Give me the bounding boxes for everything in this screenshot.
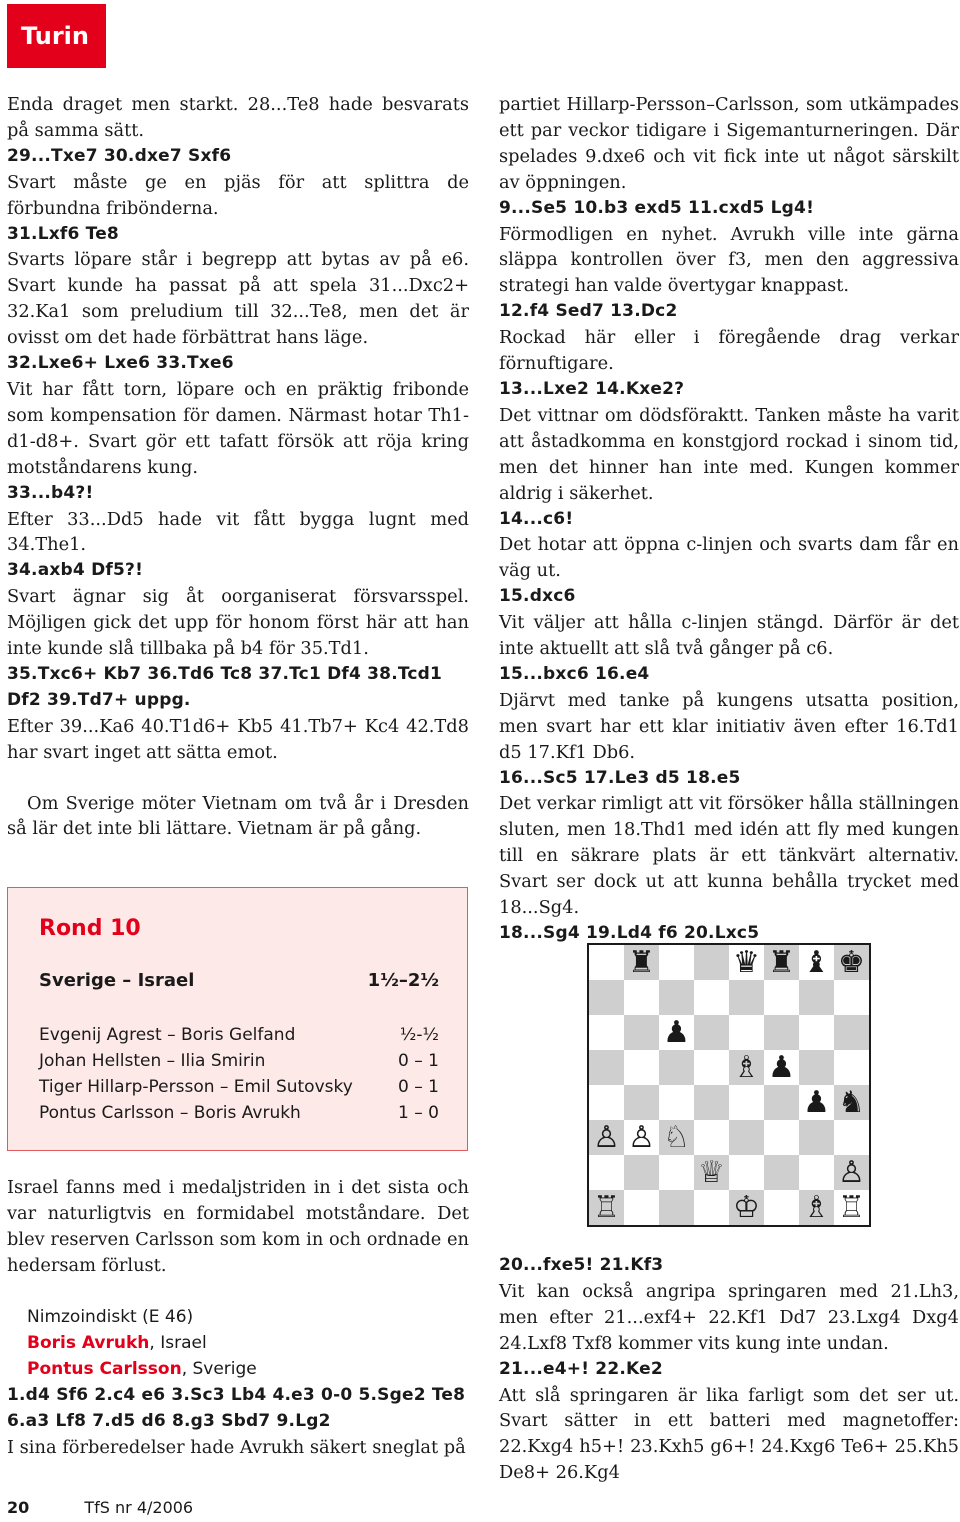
paragraph: Efter 33...Dd5 hade vit fått bygga lugnt med 34.The1. [7,508,469,556]
chess-piece-icon: ♖ [838,1189,865,1225]
chess-piece-icon: ♖ [593,1189,620,1225]
chess-piece-icon: ♜ [628,944,655,980]
board-square [799,1085,834,1120]
page-footer [7,1498,193,1517]
board-square [589,1015,624,1050]
board-square [659,980,694,1015]
board-square [624,1190,659,1225]
board-square [799,1155,834,1190]
chess-piece-icon: ♟ [803,1084,830,1120]
move-line: 16...Sc5 17.Le3 d5 18.e5 [499,767,741,788]
board-square [589,980,624,1015]
board-square [694,1050,729,1085]
section-title: Turin [21,22,89,50]
board-square [624,1085,659,1120]
game-result: ½-½ [399,1025,439,1045]
below-box-paragraph: Israel fanns med i medaljstriden in i det sista och var naturligtvis en formidabel motståndare. Det blev reserven Carlsson som kom in och ordnade en hedersam förlust. [7,1177,469,1276]
board-square [764,945,799,980]
board-square [764,1050,799,1085]
opening-moves-block [7,1383,469,1461]
board-square [799,1050,834,1085]
board-square [624,980,659,1015]
white-player-name: Boris Avrukh [27,1333,150,1353]
board-square [729,945,764,980]
board-square [589,945,624,980]
paragraph: Förmodligen en nyhet. Avrukh ville inte gärna släppa kontrollen över f3, men den aggressiva strategi han valde övertygar knappast. [499,223,959,297]
white-player-country: , Israel [149,1333,207,1353]
board-square [764,1155,799,1190]
game-row [39,1074,439,1100]
board-square [624,1015,659,1050]
page-number: 20 [7,1498,30,1517]
paragraph: Svart måste ge en pjäs för att splittra de förbundna fribönderna. [7,171,469,219]
board-square [764,1120,799,1155]
game-players: Johan Hellsten – Ilia Smirin [39,1051,266,1071]
board-square [659,1120,694,1155]
board-square [799,1190,834,1225]
board-square [834,1190,869,1225]
board-square [799,1015,834,1050]
chess-board [587,943,871,1227]
board-square [729,1050,764,1085]
board-square [834,1120,869,1155]
move-line: 15.dxc6 [499,586,576,607]
chess-piece-icon: ♝ [803,944,830,980]
paragraph: Efter 39...Ka6 40.T1d6+ Kb5 41.Tb7+ Kc4 42.Td8 har svart inget att sätta emot. [7,715,469,763]
match-row [39,970,439,991]
black-player-name: Pontus Carlsson [27,1359,182,1379]
opening-name: Nimzoindiskt (E 46) [27,1307,194,1327]
chess-piece-icon: ♙ [593,1119,620,1155]
paragraph: Vit kan också angripa springaren med 21.Lh3, men efter 21...exf4+ 22.Kf1 Dd7 23.Lxg4 Dxg4 24.Lxf8 Txf8 kommer vits kung inte undan. [499,1280,959,1354]
paragraph: Om Sverige möter Vietnam om två år i Dresden så lär det inte bli lättare. Vietnam är på gång. [7,792,469,840]
board-square [659,945,694,980]
paragraph: Vit väljer att hålla c-linjen stängd. Därför är det inte aktuellt att slå två gånger på c6. [499,612,959,660]
board-square [624,1050,659,1085]
board-square [764,980,799,1015]
move-line: 29...Txe7 30.dxe7 Sxf6 [7,145,232,166]
round-results-box [7,887,468,1151]
board-square [589,1085,624,1120]
game-result: 0 – 1 [398,1051,439,1071]
paragraph: Svart ägnar sig åt oorganiserat försvarsspel. Möjligen gick det upp för honom först här att han inte kunde slå tillbaka på b4 för 35.Td1. [7,586,469,660]
game-row [39,1022,439,1048]
move-line: 15...bxc6 16.e4 [499,663,650,684]
games-list [39,1022,439,1126]
issue-label: TfS nr 4/2006 [84,1498,194,1517]
board-square [694,1190,729,1225]
game-header [27,1304,467,1382]
move-line: 33...b4?! [7,482,94,503]
board-square [589,1050,624,1085]
board-square [799,980,834,1015]
board-square [624,1120,659,1155]
board-square [589,1155,624,1190]
board-square [729,980,764,1015]
board-square [764,1015,799,1050]
paragraph: Det hotar att öppna c-linjen och svarts dam får en väg ut. [499,534,959,582]
move-line: 13...Lxe2 14.Kxe2? [499,378,685,399]
board-square [624,1155,659,1190]
move-line: 21...e4+! 22.Ke2 [499,1358,663,1379]
paragraph: Att slå springaren är lika farligt som det ser ut. Svart sätter in ett batteri med magnetoffer: 22.Kxg4 h5+! 23.Kxh5 g6+! 24.Kxg6 Te6+ 25.Kh5 De8+ 26.Kg4 [499,1384,959,1484]
board-square [694,945,729,980]
board-square [834,1155,869,1190]
opening-text: I sina förberedelser hade Avrukh säkert sneglat på [7,1436,466,1458]
move-line: 9...Se5 10.b3 exd5 11.cxd5 Lg4! [499,197,815,218]
chess-piece-icon: ♟ [663,1014,690,1050]
move-line: 18...Sg4 19.Ld4 f6 20.Lxc5 [499,923,760,943]
board-square [694,1085,729,1120]
board-square [659,1015,694,1050]
opening-moves: 1.d4 Sf6 2.c4 e6 3.Sc3 Lb4 4.e3 0-0 5.Sge2 Te8 6.a3 Lf8 7.d5 d6 8.g3 Sbd7 9.Lg2 [7,1385,466,1431]
spacer [7,766,469,791]
paragraph: Vit har fått torn, löpare och en präktig fribonde som kompensation för damen. Närmast hotar Th1-d1-d8+. Svart gör ett tafatt försök att röja kring motståndarens kung. [7,378,469,478]
game-players: Evgenij Agrest – Boris Gelfand [39,1025,296,1045]
game-result: 0 – 1 [398,1077,439,1097]
game-row [39,1048,439,1074]
chess-piece-icon: ♗ [803,1189,830,1225]
game-players: Pontus Carlsson – Boris Avrukh [39,1103,301,1123]
board-square [799,945,834,980]
board-square [729,1085,764,1120]
game-result: 1 – 0 [398,1103,439,1123]
board-square [834,1050,869,1085]
board-square [694,1155,729,1190]
board-square [764,1085,799,1120]
move-line: 31.Lxf6 Te8 [7,223,119,244]
chess-piece-icon: ♜ [768,944,795,980]
match-teams: Sverige – Israel [39,970,195,991]
board-square [729,1190,764,1225]
board-square [694,980,729,1015]
board-square [659,1155,694,1190]
paragraph: Svarts löpare står i begrepp att bytas av på e6. Svart kunde ha passat på att spela 31...Dxc2+ 32.Ka1 som preludium till 32...Te8, men det är ovisst om det hade förbättrat hans läge. [7,249,469,349]
chess-piece-icon: ♔ [733,1189,760,1225]
chess-piece-icon: ♘ [663,1119,690,1155]
board-square [729,1155,764,1190]
right-column-lower [499,1253,959,1486]
board-square [799,1120,834,1155]
paragraph: Enda draget men starkt. 28...Te8 hade besvarats på samma sätt. [7,94,469,141]
chess-piece-icon: ♚ [838,944,865,980]
white-player-line [27,1330,467,1356]
chess-piece-icon: ♞ [838,1084,865,1120]
chess-piece-icon: ♙ [628,1119,655,1155]
match-score: 1½–2½ [367,970,439,991]
board-square [834,1085,869,1120]
black-player-line [27,1356,467,1382]
chess-piece-icon: ♗ [733,1049,760,1085]
game-players: Tiger Hillarp-Persson – Emil Sutovsky [39,1077,353,1097]
game-row [39,1100,439,1126]
board-square [729,1015,764,1050]
board-square [834,980,869,1015]
left-column [7,92,469,842]
board-grid [589,945,869,1225]
paragraph: Djärvt med tanke på kungens utsatta position, men svart har ett klar initiativ även efter 16.Td1 d5 17.Kf1 Db6. [499,689,959,763]
board-square [694,1120,729,1155]
board-square [764,1190,799,1225]
move-line: 14...c6! [499,508,574,529]
paragraph: Det verkar rimligt att vit försöker hålla ställningen sluten, men 18.Thd1 med idén att fly med kungen till en säkrare plats är ett tänkvärt alternativ. Svart ser dock ut att kunna behålla trycket med 18...Sg4. [499,793,959,919]
paragraph: Det vittnar om dödsföraktt. Tanken måste ha varit att åstadkomma en konstgjord rockad i sinom tid, men det hinner han inte med. Kungen kommer aldrig i säkerhet. [499,404,959,504]
move-line: 34.axb4 Df5?! [7,560,144,581]
board-square [694,1015,729,1050]
board-square [589,1120,624,1155]
board-square [729,1120,764,1155]
chess-piece-icon: ♟ [768,1049,795,1085]
section-tab [7,4,106,68]
move-line: 32.Lxe6+ Lxe6 33.Txe6 [7,353,234,374]
board-square [659,1085,694,1120]
board-square [834,945,869,980]
board-square [624,945,659,980]
black-player-country: , Sverige [181,1359,257,1379]
chess-piece-icon: ♙ [838,1154,865,1190]
chess-piece-icon: ♕ [698,1154,725,1190]
paragraph: partiet Hillarp-Persson–Carlsson, som utkämpades ett par veckor tidigare i Sigemanturneringen. Där spelades 9.dxe6 och vit fick inte ut något särskilt av öppningen. [499,94,959,193]
board-square [659,1050,694,1085]
paragraph: Rockad här eller i föregående drag verkar förnuftigare. [499,327,959,375]
move-line: 20...fxe5! 21.Kf3 [499,1255,664,1275]
board-square [589,1190,624,1225]
right-column [499,92,959,947]
board-square [834,1015,869,1050]
move-line: 35.Txc6+ Kb7 36.Td6 Tc8 37.Tc1 Df4 38.Tcd1 Df2 39.Td7+ uppg. [7,663,443,710]
board-square [659,1190,694,1225]
move-line: 12.f4 Sed7 13.Dc2 [499,301,678,322]
round-title: Rond 10 [39,916,141,941]
chess-piece-icon: ♛ [733,944,760,980]
